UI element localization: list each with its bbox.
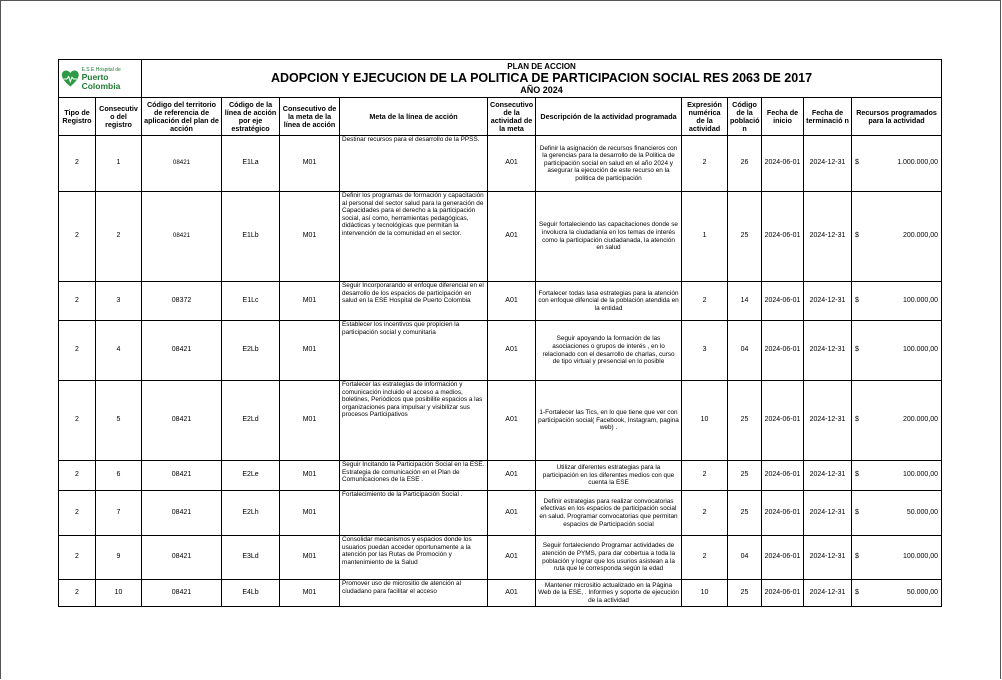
currency-symbol: $ [855,296,859,304]
amount: 200.000,00 [903,232,939,240]
cell-actividad-consecutivo: A01 [488,192,536,282]
cell-tipo: 2 [59,136,96,192]
col-meta-linea: Meta de la línea de acción [340,98,488,136]
currency-symbol: $ [855,416,859,424]
amount: 1.000.000,00 [897,159,939,167]
cell-tipo: 2 [59,580,96,607]
cell-meta: Promover uso de micrositio de atención al ciudadano para facilitar el acceso [340,580,488,607]
col-fecha-inicio: Fecha de inicio [762,98,804,136]
cell-actividad-consecutivo: A01 [488,580,536,607]
amount: 50.000,00 [906,588,939,596]
cell-expresion: 3 [682,321,728,381]
col-codigo-poblacion: Código de la població n [728,98,762,136]
cell-fecha-inicio: 2024-06-01 [762,461,804,491]
cell-territorio: 08421 [142,580,222,607]
currency-symbol: $ [855,471,859,479]
table-row [59,536,942,580]
cell-poblacion: 25 [728,491,762,536]
cell-recursos [852,461,942,491]
cell-consecutivo: 4 [96,321,142,381]
cell-linea: E4Lb [222,580,280,607]
cell-fecha-inicio: 2024-06-01 [762,282,804,321]
cell-fecha-inicio: 2024-06-01 [762,536,804,580]
currency-symbol: $ [855,346,859,354]
cell-poblacion: 25 [728,381,762,461]
cell-consecutivo: 6 [96,461,142,491]
cell-poblacion: 04 [728,321,762,381]
cell-recursos [852,136,942,192]
cell-consecutivo: 2 [96,192,142,282]
cell-actividad-consecutivo: A01 [488,136,536,192]
heart-logo-icon [61,68,80,90]
cell-linea: E2Le [222,461,280,491]
cell-fecha-inicio: 2024-06-01 [762,321,804,381]
col-consecutivo-actividad: Consecutivo de la actividad de la meta [488,98,536,136]
currency-symbol: $ [855,508,859,516]
cell-tipo: 2 [59,491,96,536]
cell-descripcion: Seguir apoyando la formación de las asociaciones o grupos de interés , en lo relacionado con el desarrollo de charlas, curso de tipo virtual y presencial en lo posible [536,321,682,381]
cell-expresion: 2 [682,536,728,580]
cell-expresion: 10 [682,381,728,461]
cell-meta-consecutivo: M01 [280,536,340,580]
table-row [59,136,942,192]
cell-tipo: 2 [59,381,96,461]
cell-fecha-fin: 2024-12-31 [804,192,852,282]
col-tipo-registro: Tipo de Registro [59,98,96,136]
cell-fecha-inicio: 2024-06-01 [762,136,804,192]
cell-consecutivo: 3 [96,282,142,321]
amount: 200.000,00 [903,416,939,424]
cell-linea: E2Lb [222,321,280,381]
cell-meta-consecutivo: M01 [280,321,340,381]
cell-territorio: 08421 [142,536,222,580]
cell-meta: Destinar recursos para el desarrollo de la PPSS. [340,136,488,192]
amount: 100.000,00 [903,471,939,479]
cell-expresion: 2 [682,136,728,192]
cell-expresion: 2 [682,491,728,536]
cell-tipo: 2 [59,192,96,282]
currency-symbol: $ [855,159,859,167]
cell-expresion: 10 [682,580,728,607]
cell-meta-consecutivo: M01 [280,282,340,321]
cell-meta-consecutivo: M01 [280,136,340,192]
cell-tipo: 2 [59,461,96,491]
cell-fecha-inicio: 2024-06-01 [762,192,804,282]
table-row [59,580,942,607]
table-row [59,282,942,321]
cell-fecha-fin: 2024-12-31 [804,282,852,321]
logo-big-text: Puerto Colombia [81,71,121,91]
cell-poblacion: 26 [728,136,762,192]
amount: 50.000,00 [906,508,939,516]
cell-recursos [852,321,942,381]
cell-territorio: 08421 [142,381,222,461]
cell-fecha-inicio: 2024-06-01 [762,381,804,461]
cell-actividad-consecutivo: A01 [488,536,536,580]
hospital-logo [59,60,142,98]
cell-poblacion: 04 [728,536,762,580]
cell-meta-consecutivo: M01 [280,491,340,536]
cell-tipo: 2 [59,321,96,381]
cell-territorio: 08421 [142,192,222,282]
cell-recursos [852,536,942,580]
cell-meta-consecutivo: M01 [280,580,340,607]
cell-meta-consecutivo: M01 [280,192,340,282]
col-descripcion-actividad: Descripción de la actividad programada [536,98,682,136]
table-row [59,321,942,381]
col-codigo-territorio: Código del territorio de referencia de aplicación del plan de acción [142,98,222,136]
col-consecutivo-registro: Consecutiv o del registro [96,98,142,136]
cell-fecha-inicio: 2024-06-01 [762,491,804,536]
cell-descripcion: Seguir fortaleciendo Programar actividades de atención de PYMS, para dar cobertua a toda la población y lograr que los usurios asistean a la ruta que le corresponda según la edad [536,536,682,580]
cell-expresion: 2 [682,461,728,491]
cell-recursos [852,381,942,461]
year-title: AÑO 2024 [520,85,563,95]
cell-poblacion: 25 [728,580,762,607]
cell-territorio: 08421 [142,461,222,491]
cell-meta: Fortalecer las estrategias de información y comunicación incluido el acceso a medios, boletines, Periódicos que posibilite espacios a las organizaciones para impulsar y visibilizar sus procesos Participativos [340,381,488,461]
cell-territorio: 08421 [142,321,222,381]
plan-title: PLAN DE ACCION [507,62,576,71]
cell-meta: Establecer los incentivos que propicien la participación social y comunitaria [340,321,488,381]
cell-actividad-consecutivo: A01 [488,491,536,536]
cell-consecutivo: 5 [96,381,142,461]
action-plan-sheet [58,59,941,607]
cell-territorio: 08421 [142,136,222,192]
col-consecutivo-meta: Consecutivo de la meta de la línea de acción [280,98,340,136]
cell-fecha-fin: 2024-12-31 [804,136,852,192]
cell-meta-consecutivo: M01 [280,381,340,461]
cell-consecutivo: 9 [96,536,142,580]
cell-tipo: 2 [59,536,96,580]
cell-meta: Definir los programas de formación y capacitación al personal del sector salud para la generación de Capacidades para el derecho a la participación social, así como, herramientas pedagógicas, didácticas y tecnológicas que permitan la intervención de la comunidad en el sector. [340,192,488,282]
cell-meta: Seguir Incorporarando el enfoque diferencial en el desarrollo de los espacios de participación en salud en la ESE Hospital de Puerto Colombia [340,282,488,321]
cell-descripcion: Seguir fortaleciendo las capacitaciones donde se involucra la ciudadanía en los temas de interés como la participación ciudadanada, la atención en salud [536,192,682,282]
cell-meta: Fortalecimiento de la Participación Social . [340,491,488,536]
cell-expresion: 2 [682,282,728,321]
table-row [59,461,942,491]
cell-descripcion: 1-Fortalecer las Tics, en lo que tiene que ver con participación social( Facebook, Instagram, pagina web) . [536,381,682,461]
cell-actividad-consecutivo: A01 [488,381,536,461]
cell-recursos [852,580,942,607]
table-row [59,192,942,282]
col-expresion-numerica: Expresión numérica de la actividad [682,98,728,136]
col-codigo-linea: Código de la línea de acción por eje estratégico [222,98,280,136]
cell-fecha-fin: 2024-12-31 [804,321,852,381]
currency-symbol: $ [855,553,859,561]
table-row [59,491,942,536]
col-recursos: Recursos programados para la actividad [852,98,942,136]
amount: 100.000,00 [903,553,939,561]
cell-poblacion: 25 [728,192,762,282]
cell-descripcion: Utilizar diferentes estrategias para la participación en los diferentes medios con que cuenta la ESE [536,461,682,491]
cell-fecha-inicio: 2024-06-01 [762,580,804,607]
cell-poblacion: 14 [728,282,762,321]
cell-territorio: 08372 [142,282,222,321]
cell-meta: Seguir Incitando la Participación Social en la ESE. Estrategia de comunicación en el Plan de Comunicaciones de la ESE . [340,461,488,491]
table-row [59,381,942,461]
column-header-row [59,98,942,136]
amount: 100.000,00 [903,346,939,354]
cell-actividad-consecutivo: A01 [488,321,536,381]
cell-fecha-fin: 2024-12-31 [804,461,852,491]
currency-symbol: $ [855,588,859,596]
cell-actividad-consecutivo: A01 [488,461,536,491]
cell-meta-consecutivo: M01 [280,461,340,491]
action-plan-table [58,59,942,607]
cell-territorio: 08421 [142,491,222,536]
currency-symbol: $ [855,232,859,240]
col-fecha-terminacion: Fecha de terminació n [804,98,852,136]
cell-descripcion: Definir estrategias para realizar convocatorias efectivas en los espacios de participación social en salud. Programar convocatorias que permitan espacios de Participación social [536,491,682,536]
cell-recursos [852,192,942,282]
cell-descripcion: Definir la asignación de recursos financieros con la gerencias para la desarrollo de la Politica de participación social en salud en el año 2024 y asegurar la ejecución de este recurso en la politica de participación [536,136,682,192]
cell-linea: E2Lh [222,491,280,536]
cell-linea: E1Lb [222,192,280,282]
cell-linea: E1La [222,136,280,192]
cell-descripcion: Mantener micrositio actualizado en la Página Web de la ESE, . Informes y soporte de ejecución de la actividad [536,580,682,607]
cell-meta: Consolidar mecanismos y espacios donde los usuarios puedan acceder oportunamente a la atención por las Rutas de Promoción y mantenimiento de la Salud [340,536,488,580]
table-body [59,136,942,607]
cell-fecha-fin: 2024-12-31 [804,491,852,536]
amount: 100.000,00 [903,296,939,304]
cell-poblacion: 25 [728,461,762,491]
cell-expresion: 1 [682,192,728,282]
cell-recursos [852,282,942,321]
cell-tipo: 2 [59,282,96,321]
cell-actividad-consecutivo: A01 [488,282,536,321]
cell-fecha-fin: 2024-12-31 [804,536,852,580]
cell-consecutivo: 10 [96,580,142,607]
cell-fecha-fin: 2024-12-31 [804,381,852,461]
cell-consecutivo: 7 [96,491,142,536]
document-title [142,60,942,98]
cell-linea: E1Lc [222,282,280,321]
cell-fecha-fin: 2024-12-31 [804,580,852,607]
cell-consecutivo: 1 [96,136,142,192]
logo-small-text: E.S.E Hospital de [81,66,121,73]
cell-linea: E3Ld [222,536,280,580]
cell-linea: E2Ld [222,381,280,461]
cell-descripcion: Fortalecer todas lasa estrategias para la atención con enfoque difencial de la población atendida en la entidad [536,282,682,321]
cell-recursos [852,491,942,536]
main-title: ADOPCION Y EJECUCION DE LA POLITICA DE PARTICIPACION SOCIAL RES 2063 DE 2017 [270,71,813,85]
